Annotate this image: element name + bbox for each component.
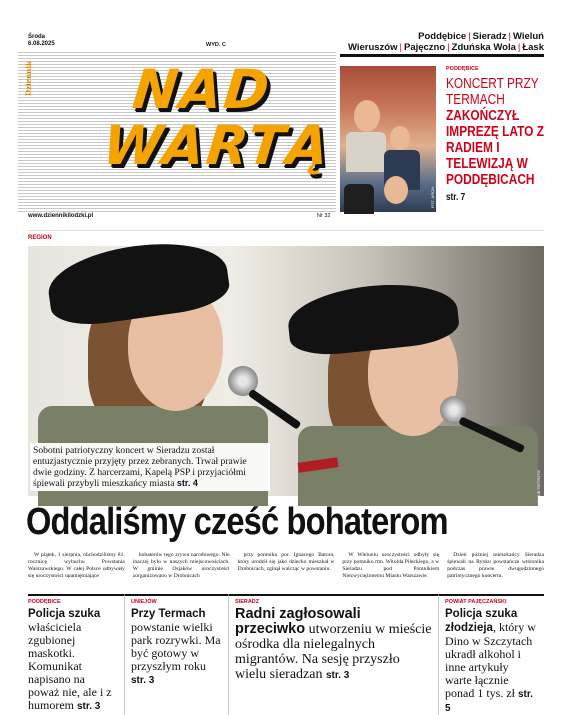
teaser-bold: Policja szuka [28,608,101,620]
masthead-rule [340,54,544,57]
teaser-uniejow[interactable] [124,594,228,715]
shirt [346,132,386,172]
page-reference: str. 7 [446,192,466,203]
region-item: Sieradz [472,31,507,42]
teaser-section: PODDĘBICE [28,599,61,605]
newspaper-logo [99,58,339,177]
teaser-body: właściciela zgubionej maskotki. Komunikat napisano na poważ nie, ale i z humorem [28,620,112,712]
page-reference: str. 3 [77,701,101,712]
bottom-teasers [28,594,544,715]
dziennik-logo: Dziennik [24,61,33,96]
teaser-bold: Policja szuka złodzieja [445,608,518,634]
page-reference: str. 3 [131,675,155,686]
teaser-section: SIERADZ [235,599,260,605]
caption-text: Sobotni patriotyczny koncert w Sieradzu został entuzjastycznie przyjęty przez zebranych. Trwał prawie dwie godziny. Z harcerzami, Kapelą PSP i przyjaciółmi śpiewali przybyli mieszkańcy miasta [33,445,247,489]
woman-face [384,176,408,204]
girl-face [354,100,380,132]
region-item: Zduńska Wola [451,42,516,53]
main-photo-credit: FOT. JAKUB PIETRZYK [536,470,541,514]
photo-credit: FOT. ARCH. [430,185,435,208]
teaser-sieradz[interactable] [228,594,438,715]
teaser-pajeczno[interactable] [438,594,544,715]
article-column: W piątek, 1 sierpnia, obchodziliśmy 81. rocznicę wybuchu Powstania Warszawskiego. W całej Polsce odbywały się uroczystości upamiętniające [28,552,125,579]
separator: | [468,31,471,42]
article-column: W Wieluniu uroczystości odbyły się przy pomniku rtm. Witolda Pileckiego, a w Sieradzu pod Pomnikiem Niezwyciężonemu Miastu Warszawie. [342,552,440,579]
weekday: Środa [28,34,46,40]
teaser-section: POWIAT PAJĘCZAŃSKI [445,599,507,605]
teaser-section: PODDĘBICE [446,66,479,72]
article-column: przy pomniku por. Ignacego Batora, który urodził się jako dziecko mieszkał w Drobnicach, zginął walcząc w powstaniu. [237,552,335,572]
issue-number: Nr 32 [317,213,331,219]
edition-label: WYD. C [206,42,226,48]
region-item: Wieluń [512,31,544,42]
region-row-1 [340,31,544,42]
region-item: Łask [522,42,544,53]
teaser-text [28,607,118,713]
article-column: bohaterów tego zrywu narodowego. Nie inaczej było w naszych miejscowościach. W gminie Osjaków uroczystości zorganizowano w Drobnicach [132,552,230,579]
article-column: Dzień później mieszkańcy Sieradza śpiewali na Rynku powstańcze wtórsnika podczas prawie dwugodzinnego patriotycznego koncertu. [447,552,544,579]
region-item: Poddębice [418,31,467,42]
page-reference: str. 4 [176,478,198,488]
date-block [28,34,55,48]
region-row-2 [340,42,544,53]
teaser-text [131,607,222,687]
teaser-section: UNIEJÓW [131,599,157,605]
main-headline: Oddaliśmy cześć bohaterom [26,501,448,543]
teaser-body: powstanie wielki park rozrywki. Ma być gotowy w przyszłym roku [131,620,221,673]
teaser-text [235,607,432,683]
photo-caption [30,443,270,491]
concert-crowd-photo [340,66,436,212]
teaser-text [445,607,538,715]
page-reference: str. 5 [445,689,534,714]
teaser-bold: Radni zagłosowali przeciwko [235,606,361,637]
teaser-title-bold: ZAKOŃCZYŁ IMPREZĘ LATO Z RADIEM I TELEWIZJĄ W PODDĘBICACH [446,108,544,188]
logo-line-1: NAD [129,58,275,121]
teaser-body: utworzeniu w mieście ośrodka dla nielegalnych migrantów. Na sesję przyszło wielu sieradzan [235,622,432,682]
separator: | [517,42,521,53]
region-list [340,31,544,53]
teaser-title-light: KONCERT PRZY TERMACH [446,76,539,108]
teaser-title [446,76,549,206]
shirt [344,184,374,214]
separator: | [508,31,511,42]
teaser-poddebice[interactable] [28,594,124,715]
teaser-body: , który w Dino w Szczytach ukradł alkohol i inne artykuły warte łącznie ponad 1 tys. zł [445,620,536,700]
top-teaser[interactable] [446,66,550,206]
page-reference: str. 3 [325,670,350,681]
separator: | [399,42,402,53]
region-item: Pajęczno [403,42,446,53]
masthead-logo-area [18,52,336,212]
date: 6.08.2025 [28,41,55,47]
logo-line-2: WARTĄ [99,114,334,177]
divider [28,230,544,231]
region-item: Wieruszów [347,42,398,53]
separator: | [447,42,450,53]
website-url: www.dziennikilodzki.pl [28,213,94,219]
man-face [390,126,410,150]
teaser-bold: Przy Termach [131,608,206,620]
section-label: REGION [28,235,52,241]
article-columns [28,552,544,580]
